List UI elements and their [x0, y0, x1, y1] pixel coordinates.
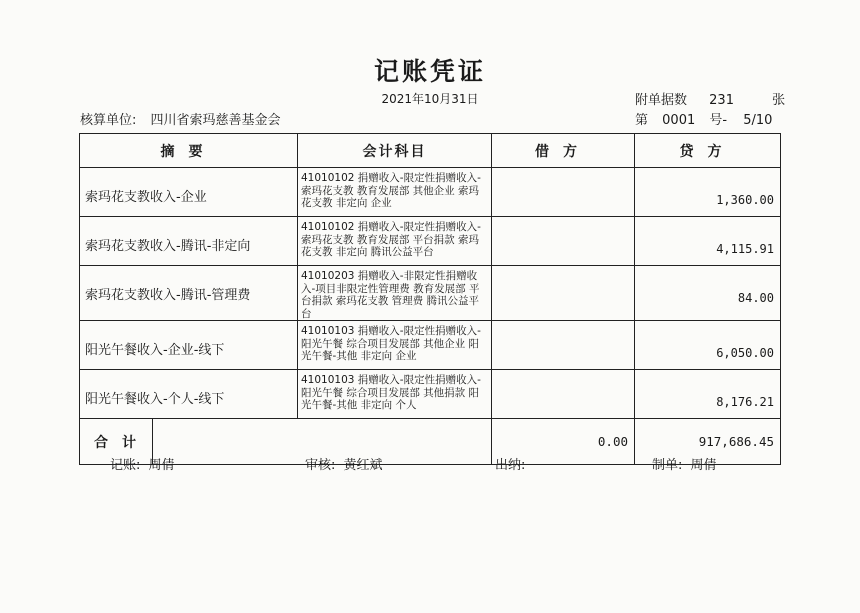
accounting-unit — [80, 109, 281, 128]
row-debit — [492, 321, 635, 370]
attach-unit: 张 — [772, 93, 786, 108]
cashier-field — [495, 454, 525, 473]
col-credit-header: 贷方 — [635, 134, 781, 168]
row-account: 41010103 捐赠收入-限定性捐赠收入-阳光午餐 综合项目发展部 其他捐款 阳光午餐-其他 非定向 个人 — [298, 370, 492, 419]
row-summary: 索玛花支教收入-腾讯-管理费 — [80, 266, 298, 321]
row-credit: 4,115.91 — [635, 217, 781, 266]
row-account: 41010203 捐赠收入-非限定性捐赠收入-项目非限定性管理费 教育发展部 平台捐款 索玛花支教 管理费 腾讯公益平台 — [298, 266, 492, 321]
voucher-number — [635, 109, 772, 128]
bookkeeper-label: 记账: — [110, 458, 141, 473]
total-credit: 917,686.45 — [635, 419, 781, 465]
voucher-date: 2021年10月31日 — [381, 92, 479, 106]
row-debit — [492, 168, 635, 217]
row-account: 41010102 捐赠收入-限定性捐赠收入-索玛花支教 教育发展部 平台捐款 索玛花支教 非定向 腾讯公益平台 — [298, 217, 492, 266]
table-header-row — [80, 134, 781, 168]
voucher-table — [79, 133, 781, 465]
auditor-field — [305, 454, 383, 473]
table-row — [80, 168, 781, 217]
total-label: 合计 — [80, 419, 153, 464]
bookkeeper-name: 周倩 — [148, 458, 175, 473]
row-summary: 阳光午餐收入-企业-线下 — [80, 321, 298, 370]
table-row — [80, 217, 781, 266]
cashier-label: 出纳: — [495, 458, 526, 473]
row-credit: 6,050.00 — [635, 321, 781, 370]
preparer-name: 周倩 — [690, 458, 717, 473]
bookkeeper-field — [110, 454, 175, 473]
row-credit: 84.00 — [635, 266, 781, 321]
col-summary-header: 摘要 — [80, 134, 298, 168]
row-account: 41010102 捐赠收入-限定性捐赠收入-索玛花支教 教育发展部 其他企业 索玛花支教 非定向 企业 — [298, 168, 492, 217]
attach-count: 231 — [709, 93, 734, 108]
table-row — [80, 321, 781, 370]
table-row — [80, 266, 781, 321]
row-summary: 阳光午餐收入-个人-线下 — [80, 370, 298, 419]
total-debit: 0.00 — [492, 419, 635, 465]
col-account-header: 会计科目 — [298, 134, 492, 168]
row-debit — [492, 217, 635, 266]
row-credit: 8,176.21 — [635, 370, 781, 419]
row-summary: 索玛花支教收入-企业 — [80, 168, 298, 217]
voucher-page: 5/10 — [743, 113, 773, 128]
attach-label: 附单据数 — [635, 93, 688, 108]
unit-label: 核算单位: — [80, 113, 137, 128]
voucher-no: 0001 — [662, 113, 696, 128]
auditor-name: 黄红斌 — [343, 458, 383, 473]
unit-name: 四川省索玛慈善基金会 — [150, 113, 281, 128]
row-account: 41010103 捐赠收入-限定性捐赠收入-阳光午餐 综合项目发展部 其他企业 阳光午餐-其他 非定向 企业 — [298, 321, 492, 370]
voucher-suffix: 号- — [709, 113, 728, 128]
preparer-label: 制单: — [652, 458, 683, 473]
voucher-title: 记账凭证 — [373, 57, 486, 86]
auditor-label: 审核: — [305, 458, 336, 473]
row-debit — [492, 266, 635, 321]
attachment-count — [635, 89, 785, 108]
row-credit: 1,360.00 — [635, 168, 781, 217]
preparer-field — [652, 454, 717, 473]
voucher-prefix: 第 — [635, 113, 649, 128]
col-debit-header: 借方 — [492, 134, 635, 168]
table-row — [80, 370, 781, 419]
row-debit — [492, 370, 635, 419]
row-summary: 索玛花支教收入-腾讯-非定向 — [80, 217, 298, 266]
